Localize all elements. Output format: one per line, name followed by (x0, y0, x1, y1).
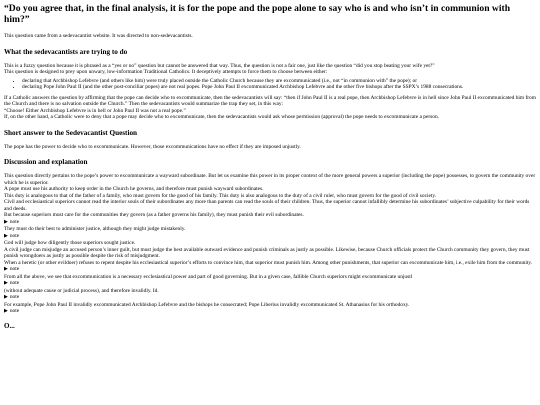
triangle-right-icon: ▶ (4, 309, 8, 314)
note-label: note (9, 232, 20, 239)
note-label: note (9, 280, 20, 286)
choice-list (4, 78, 536, 91)
note-toggle[interactable] (4, 266, 536, 274)
note-label: note (9, 308, 20, 314)
triangle-right-icon: ▶ (4, 267, 8, 272)
paragraph: If, on the other hand, a Catholic were to deny that a pope may decide who to excommunicate, then the sedevacantists would ask whose permission (approval) the pope needs to excommunicate a person. (4, 114, 440, 120)
paragraph: A civil judge can misjudge an accused person’s inner guilt, but must judge the best available outward evidence and punish criminals as justly as possible. Likewise, because Church officials protect the Church community they govern, they must punish wrongdoers as justly as possible despite the risk of misjudgment. (4, 246, 530, 259)
note-toggle[interactable] (4, 294, 536, 302)
page-title: “Do you agree that, in the final analysis, it is for the pope and the pope alone to say who is and who isn’t in communion with him?” (4, 3, 511, 25)
note-label: note (9, 294, 20, 300)
paragraph: For example, Pope John Paul II invalidly excommunicated Archbishop Lefebvre and the bishops he consecrated; Pope Liberius invalidly excommunicated St. Athanasius for his orthodoxy. (4, 301, 410, 308)
note-toggle[interactable] (4, 233, 536, 241)
paragraph: This question is designed to prey upon unwary, low-information Traditional Catholics. It deceptively attempts to force them to choose between either: (4, 69, 328, 75)
note-label: note (9, 266, 20, 272)
cut-off-heading: O... (4, 321, 15, 330)
paragraph: “Choose! Either Archbishop Lefebvre is in hell or John Paul II was not a real pope.” (4, 107, 186, 114)
paragraph: This duty is analogous to that of the father of a family, who must govern for the good of his family. This duty is also analogous to the duty of a civil ruler, who must govern for the good of civil society. (4, 192, 437, 199)
paragraph: They must do their best to administer justice, although they might judge mistakenly. (4, 226, 186, 232)
paragraph: God will judge how diligently those superiors sought justice. (4, 240, 136, 246)
list-item: • declaring that Archbishop Lefebvre (and others like him) were truly placed outside the Catholic Church because they are excommunicated (i.e., not “in communion with” the pope); or (22, 78, 536, 85)
note-toggle[interactable] (4, 308, 536, 316)
list-item: • declaring Pope John Paul II (and the other post-conciliar popes) are not real popes. Pope John Paul II excommunicated Archbishop Lefebvre and the other five bishops after the SSPX’s 1988 consecrations. (22, 84, 536, 91)
paragraph: This question directly pertains to the pope’s power to excommunicate a wayward subordinate. But let us examine this power in its proper context of the more general powers a superior (including the pope) possesses, to govern the community over which he is superior. (4, 173, 536, 186)
paragraph: From all the above, we see that excommunication is a necessary ecclesiastical power and part of good governing. But in a given case, fallible Church superiors might excommunicate unjustl (4, 273, 413, 280)
note-label: note (9, 218, 20, 225)
section-heading-discussion: Discussion and explanation (4, 158, 88, 166)
note-toggle[interactable] (4, 280, 536, 288)
paragraph: Civil and ecclesiastical superiors cannot read the interior souls of their subordinates any more than parents can read the souls of their children. Thus, the superior cannot infallibly determine his subordinates’ subjective culpability for their words and deeds. (4, 199, 530, 212)
triangle-right-icon: ▶ (4, 281, 8, 286)
triangle-right-icon: ▶ (4, 219, 8, 225)
intro-text: This question came from a sedevacantist website. It was directed to non-sedevacantists. (4, 33, 193, 39)
paragraph: The pope has the power to decide who to excommunicate. However, those excommunications have no effect if they are imposed unjustly. (4, 143, 301, 150)
triangle-right-icon: ▶ (4, 295, 8, 300)
paragraph: This is a fuzzy question because it is phrased as a “yes or no” question but cannot be answered that way. Thus, the question is not a fair one, just like the question “did you stop beating your wife yet?” (4, 62, 435, 69)
paragraph: A pope must use his authority to keep order in the Church he governs, and therefore must punish wayward subordinates. (4, 186, 264, 192)
note-toggle[interactable] (4, 219, 536, 227)
section-heading-short-answer: Short answer to the Sedevacantist Question (4, 128, 138, 137)
paragraph: When a heretic (or other evildoer) refuses to repent despite his ecclesiastical superior’s efforts to convince him, that superior must punish him. Among other punishments, that superior can excommunicate him, i.e., exile him from the community. (4, 259, 533, 266)
paragraph: But because superiors must care for the communities they govern (as a father governs his family), they must punish their evil subordinates. (4, 212, 304, 218)
section-heading-sedevacantists: What the sedevacantists are trying to do (4, 47, 128, 56)
triangle-right-icon: ▶ (4, 233, 8, 239)
paragraph: (without adequate cause or judicial process), and therefore invalidly. Id. (4, 287, 159, 294)
paragraph: If a Catholic answers the question by affirming that the pope can decide who to excommunicate, then the sedevacantists will say: “then if John Paul II is a real pope, then Archbishop Lefebvre is in hell since John Paul II excommunicated him from the Church and there is no salvation outside the Church.” Then the sedevacantists would summarize the trap they set, in this way: (4, 94, 536, 107)
